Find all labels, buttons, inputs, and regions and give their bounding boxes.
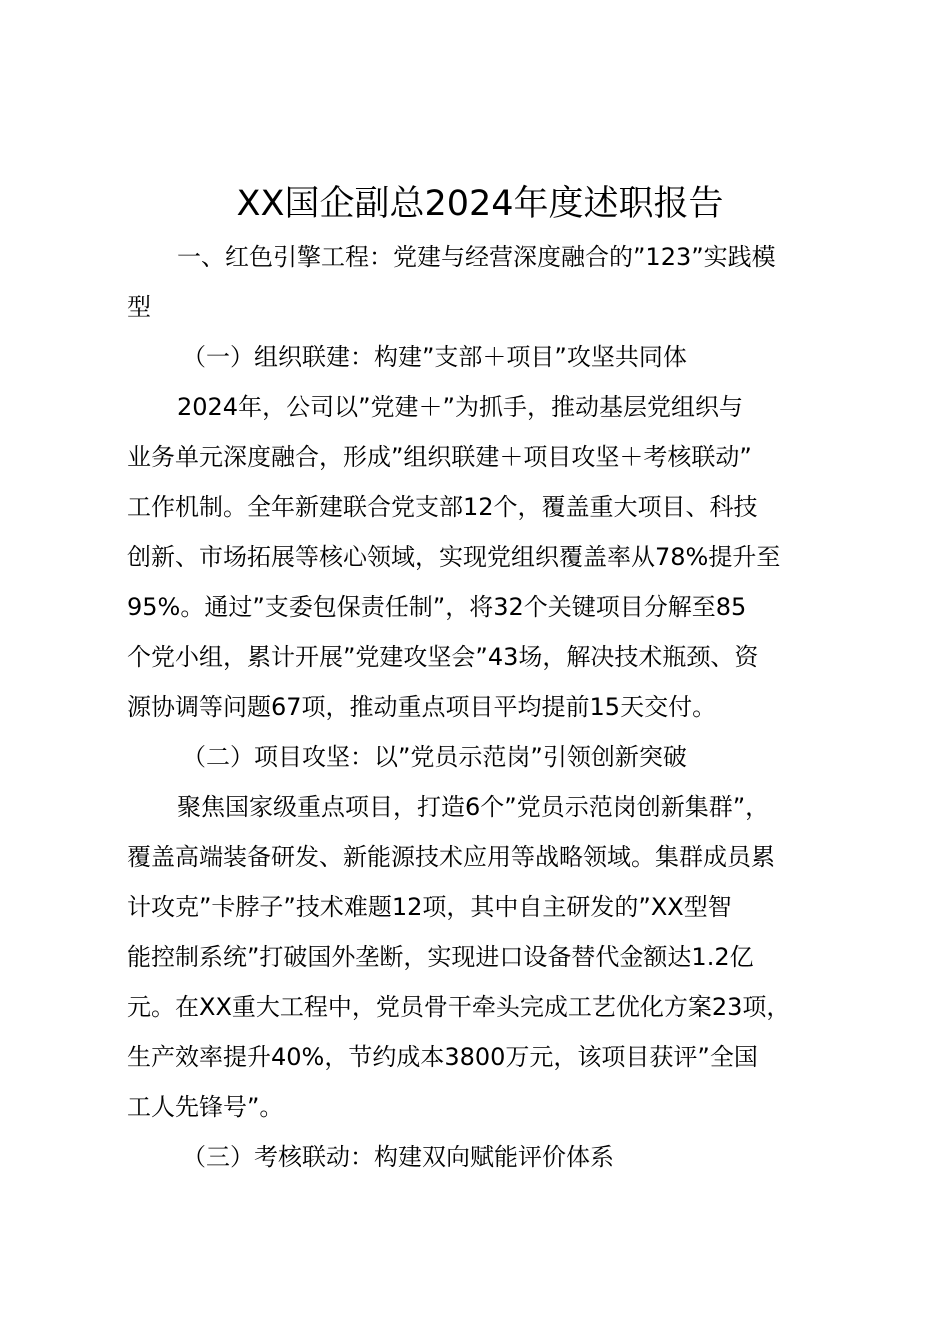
paragraph-line: 工作机制。全年新建联合党支部12个，覆盖重大项目、科技 [127,493,758,521]
section-heading-1-cont: 型 [127,293,151,321]
paragraph-line: 计攻克”卡脖子”技术难题12项，其中自主研发的”XX型智 [127,893,732,921]
subsection-heading-1: （一）组织联建：构建”支部＋项目”攻坚共同体 [182,343,687,371]
paragraph-line: 2024年，公司以”党建＋”为抓手，推动基层党组织与 [177,393,743,421]
subsection-heading-2: （二）项目攻坚：以”党员示范岗”引领创新突破 [182,743,687,771]
section-heading-1: 一、红色引擎工程：党建与经营深度融合的”123”实践模 [177,243,776,271]
document-body [127,232,867,1182]
paragraph-line: 工人先锋号”。 [127,1093,284,1121]
paragraph-line: 生产效率提升40%，节约成本3800万元，该项目获评”全国 [127,1043,758,1071]
paragraph-line: 元。在XX重大工程中，党员骨干牵头完成工艺优化方案23项， [127,993,791,1021]
paragraph-line: 95%。通过”支委包保责任制”，将32个关键项目分解至85 [127,593,747,621]
paragraph-line: 聚焦国家级重点项目，打造6个”党员示范岗创新集群”， [177,793,770,821]
document-title: XX国企副总2024年度述职报告 [236,184,724,224]
paragraph-line: 能控制系统”打破国外垄断，实现进口设备替代金额达1.2亿 [127,943,754,971]
paragraph-line: 个党小组，累计开展”党建攻坚会”43场，解决技术瓶颈、资 [127,643,759,671]
subsection-heading-3: （三）考核联动：构建双向赋能评价体系 [182,1143,614,1171]
paragraph-line: 创新、市场拓展等核心领域，实现党组织覆盖率从78%提升至 [127,543,781,571]
paragraph-line: 业务单元深度融合，形成”组织联建＋项目攻坚＋考核联动” [127,443,752,471]
paragraph-line: 源协调等问题67项，推动重点项目平均提前15天交付。 [127,693,717,721]
paragraph-line: 覆盖高端装备研发、新能源技术应用等战略领域。集群成员累 [127,843,775,871]
